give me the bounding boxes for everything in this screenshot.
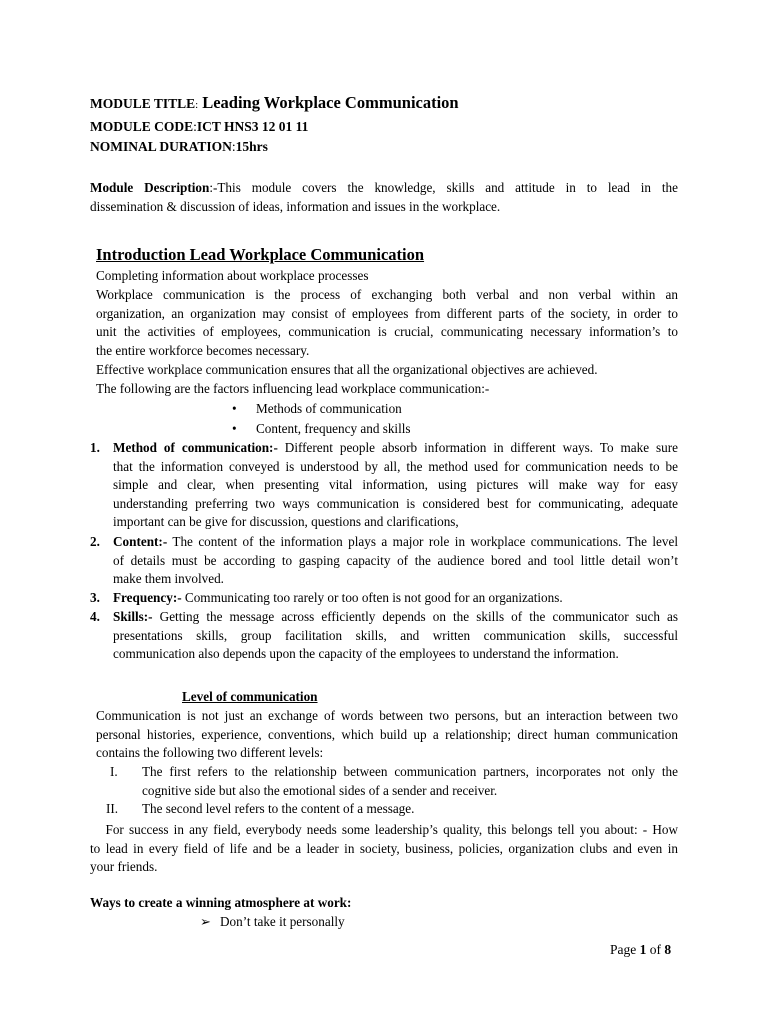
page-of: of: [646, 942, 665, 957]
factor-text: Communicating too rarely or too often is not good for an organizations.: [181, 590, 563, 605]
level-item-second: The second level refers to the content of a message.: [142, 801, 415, 816]
factor-skills: [113, 608, 678, 664]
bullet-item-text: Content, frequency and skills: [256, 421, 411, 436]
factor-number: 3.: [90, 590, 100, 605]
bullet-item: [232, 420, 237, 439]
level-item-text: The first refers to the relationship between communication partners, incorporates not only the: [142, 764, 678, 779]
intro-paragraph-4: The following are the factors influencing lead workplace communication:-: [96, 381, 490, 396]
module-description-line1: [90, 179, 678, 198]
module-title-line: [90, 93, 459, 113]
levels-intro-line: personal histories, experience, conventions, which build up a relationship; direct human communication: [96, 726, 678, 742]
factor-method-of-communication: [113, 439, 678, 532]
intro-p2-line: organization, an organization may consist of employees from different parts of the society, in order to: [96, 305, 678, 321]
nominal-duration-sep: :: [231, 139, 236, 154]
arrow-bullet-icon: ➢: [200, 914, 212, 929]
module-code-label: MODULE CODE: [90, 119, 194, 134]
nominal-duration-value: 15hrs: [235, 139, 268, 154]
factor-text: The content of the information plays a major role in workplace communications. The level: [167, 534, 678, 549]
factor-text: simple and clear, when presenting vital information, using pictures will make way for easy: [113, 477, 678, 493]
level-item-text: cognitive side but also the emotional sides of a sender and receiver.: [142, 782, 498, 798]
module-code-line: [90, 119, 308, 135]
levels-intro-line: Communication is not just an exchange of words between two persons, but an interaction between two: [96, 708, 678, 723]
page-total: 8: [664, 942, 672, 957]
level-item-number: II.: [106, 801, 119, 816]
factor-label: Method of communication:-: [113, 440, 278, 455]
factor-text: make them involved.: [113, 571, 224, 587]
bullet-dot-icon: •: [232, 401, 237, 416]
introduction-heading: Introduction Lead Workplace Communication: [96, 245, 425, 264]
factor-number: 4.: [90, 609, 100, 624]
intro-p2-line: Workplace communication is the process of exchanging both verbal and non verbal within an: [96, 287, 678, 302]
factor-frequency: [113, 589, 678, 608]
module-title-label: MODULE TITLE: [90, 96, 196, 111]
ways-heading: Ways to create a winning atmosphere at work:: [90, 895, 352, 910]
factor-label: Content:-: [113, 534, 168, 549]
level-item-number: I.: [110, 764, 118, 779]
module-description-line2: dissemination & discussion of ideas, information and issues in the workplace.: [90, 199, 501, 214]
bullet-dot-icon: •: [232, 421, 237, 436]
module-description-text-1: This module covers the knowledge, skills and attitude in to lead in the: [217, 180, 678, 195]
factor-label: Skills:-: [113, 609, 153, 624]
factor-number: 1.: [90, 440, 100, 455]
page-current: 1: [639, 942, 647, 957]
page-word: Page: [610, 942, 640, 957]
bullet-item-text: Methods of communication: [256, 401, 402, 416]
factor-text: Getting the message across efficiently depends on the skills of the communicator such as: [152, 609, 678, 624]
levels-intro-line: contains the following two different levels:: [96, 745, 324, 761]
page-number: [610, 942, 671, 958]
module-description-label: Module Description: [90, 180, 210, 195]
intro-paragraph-3: Effective workplace communication ensures that all the organizational objectives are achieved.: [96, 362, 598, 377]
leadership-line: to lead in every field of life and be a leader in society, business, policies, organization clubs and even in: [90, 840, 678, 856]
factor-label: Frequency:-: [113, 590, 182, 605]
module-title-sep: :: [195, 99, 199, 111]
module-code-value: ICT HNS3 12 01 11: [196, 119, 309, 134]
level-of-communication-heading: Level of communication: [182, 689, 318, 704]
leadership-line: For success in any field, everybody needs some leadership’s quality, this belongs tell you about: - How: [90, 822, 678, 837]
leadership-line: your friends.: [90, 859, 158, 875]
module-code-sep: :: [193, 119, 197, 134]
factor-number: 2.: [90, 534, 100, 549]
leadership-paragraph: [90, 821, 678, 877]
nominal-duration-line: [90, 139, 268, 155]
factor-text: presentations skills, group facilitation skills, and written communication skills, successful: [113, 627, 678, 643]
factor-text: understanding preferring two ways communication is considered best for communicating, adequate: [113, 495, 678, 511]
intro-p2-line: the entire workforce becomes necessary.: [96, 342, 310, 358]
factor-content: [113, 533, 678, 589]
module-description-sep: :-: [209, 180, 218, 195]
factor-text: communication also depends upon the capacity of the employees to understand the information.: [113, 646, 619, 662]
intro-paragraph-2: [96, 286, 678, 360]
factor-text: that the information conveyed is understood by all, the method used for communication needs to be: [113, 458, 678, 474]
factor-text: important can be give for discussion, questions and clarifications,: [113, 514, 459, 530]
levels-intro: [96, 707, 678, 763]
intro-paragraph-1: Completing information about workplace processes: [96, 268, 369, 283]
ways-item: Don’t take it personally: [220, 914, 345, 929]
factor-text: Different people absorb information in different ways. To make sure: [277, 440, 678, 455]
level-item-first: [142, 763, 678, 800]
nominal-duration-label: NOMINAL DURATION: [90, 139, 232, 154]
factor-text: of details must be according to gasping capacity of the audience bored and tool little detail won’t: [113, 552, 678, 568]
module-title-value: Leading Workplace Communication: [202, 93, 459, 112]
bullet-item: [232, 400, 237, 419]
intro-p2-line: unit the activities of employees, communication is crucial, communicating necessary information’s to: [96, 324, 678, 340]
